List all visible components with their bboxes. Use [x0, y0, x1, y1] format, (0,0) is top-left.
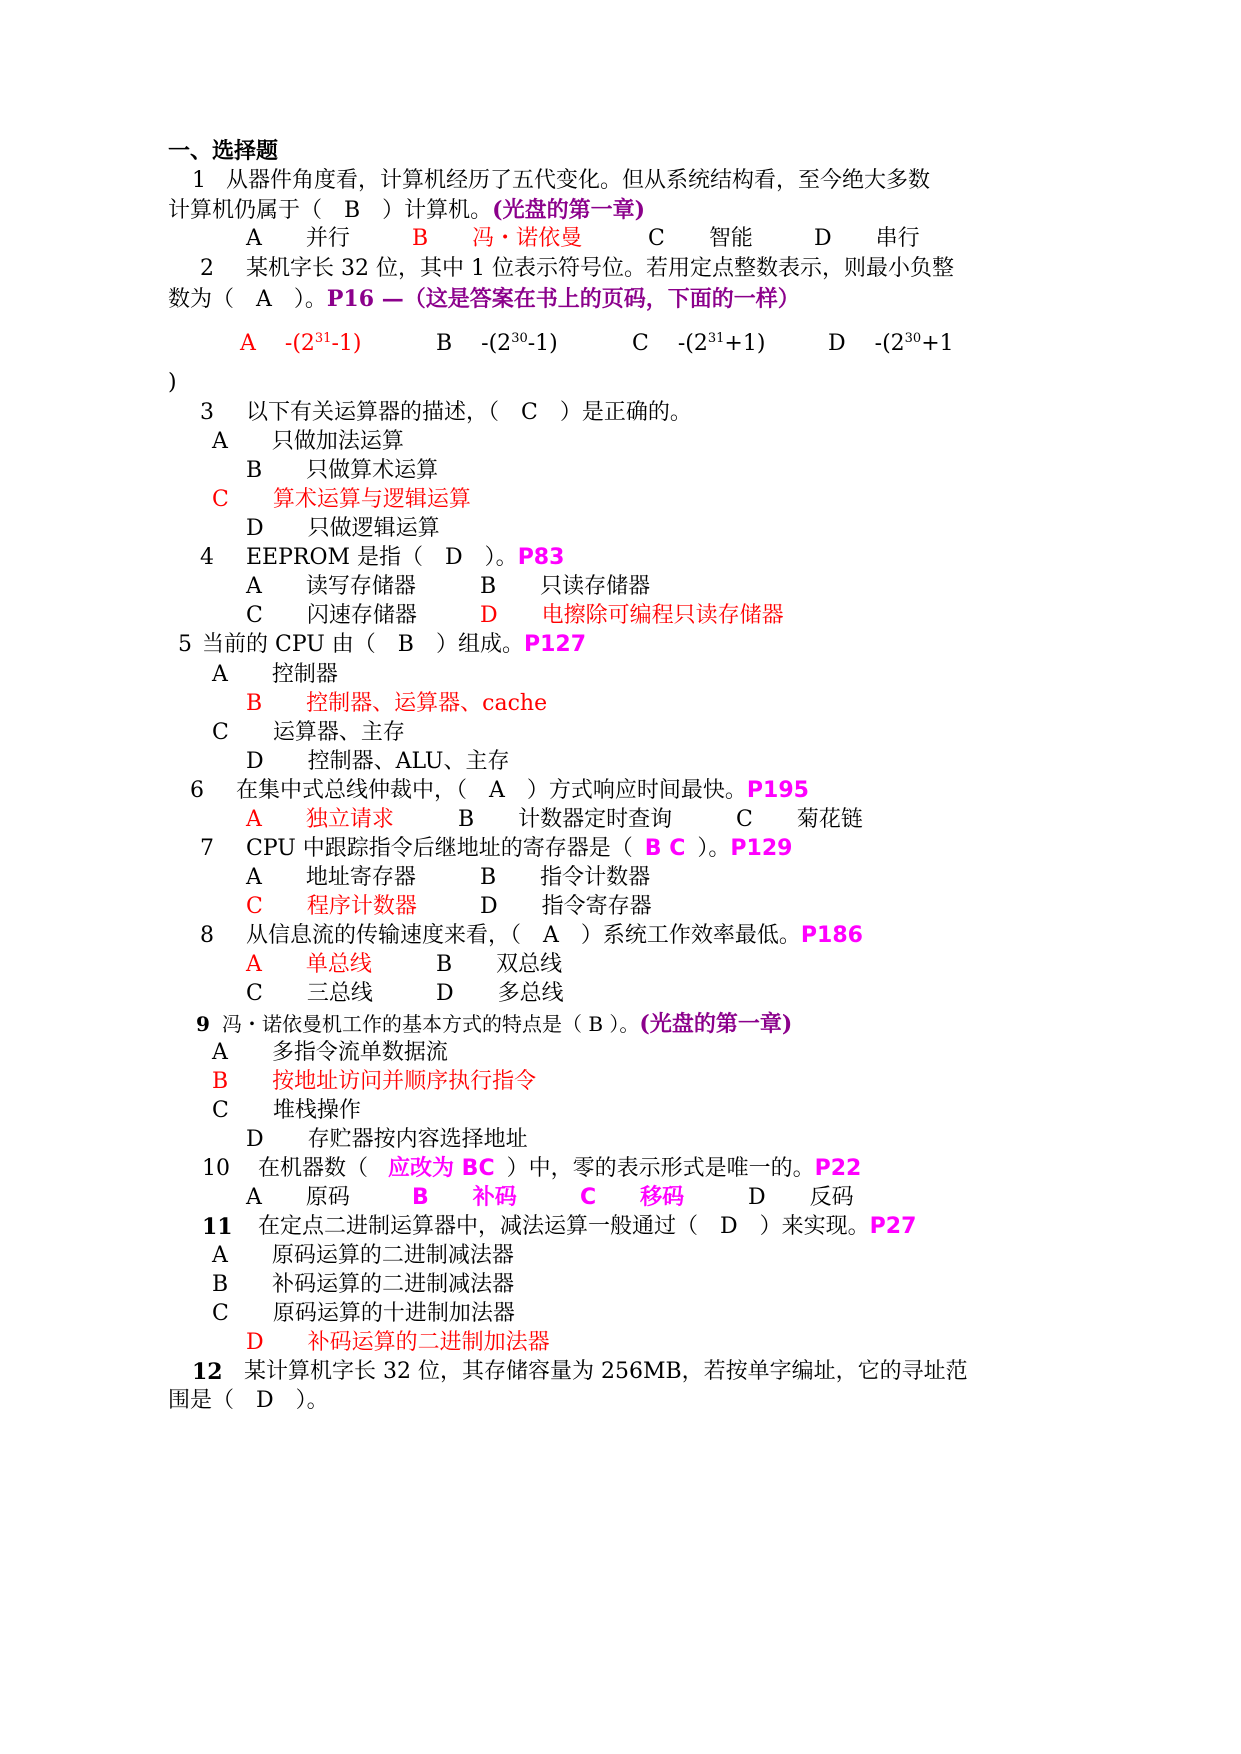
q11-option-d: D 补码运算的二进制加法器	[246, 1330, 550, 1355]
q10-option-b: B 补码	[412, 1185, 517, 1210]
q9-number: 9	[196, 1012, 210, 1036]
q4-option-d: D 电擦除可编程只读存储器	[480, 603, 784, 628]
q2-option-c-tail: +1)	[724, 331, 766, 356]
q7-number: 7	[200, 836, 214, 861]
q7-text-pre: CPU 中跟踪指令后继地址的寄存器是（	[246, 836, 633, 861]
q5-option-d: D 控制器、ALU、主存	[246, 749, 510, 774]
section-title: 一、选择题	[168, 138, 279, 164]
q10-line	[258, 1158, 861, 1180]
q2-option-b	[436, 333, 558, 355]
q2-stem: 数为（ A ）。	[168, 287, 327, 312]
q11-option-a: A 原码运算的二进制减法器	[212, 1243, 514, 1268]
q2-option-d-tail: +1	[921, 331, 954, 356]
q8-option-a: A 单总线	[246, 952, 372, 977]
q2-option-d-base: D -(2	[828, 331, 905, 356]
q2-option-b-exp: 30	[511, 331, 528, 346]
q10-answer-note: 应改为 BC	[388, 1156, 495, 1181]
q10-text-post: ）中，零的表示形式是唯一的。	[506, 1156, 815, 1181]
q2-option-a-tail: -1)	[331, 331, 362, 356]
q8-option-b: B 双总线	[436, 952, 563, 977]
q1-option-b: B 冯・诺依曼	[412, 226, 583, 251]
q1-option-c: C 智能	[648, 226, 753, 251]
q10-text-pre: 在机器数（	[258, 1156, 369, 1181]
q9-text: 冯・诺依曼机工作的基本方式的特点是（ B ）。	[222, 1012, 640, 1036]
q4-option-a: A 读写存储器	[246, 574, 416, 599]
q12-number: 12	[192, 1359, 223, 1385]
q9-line	[222, 1013, 792, 1035]
q6-page-ref: P195	[746, 778, 809, 803]
q7-answer: B C	[644, 836, 686, 861]
q9-note: (光盘的第一章)	[639, 1011, 793, 1037]
q3-option-d: D 只做逻辑运算	[246, 516, 440, 541]
q12-text-line2: 围是（ D ）。	[168, 1388, 329, 1413]
q6-line	[236, 780, 809, 802]
q10-option-d: D 反码	[748, 1185, 854, 1210]
q11-text: 在定点二进制运算器中，减法运算一般通过（ D ）来实现。	[258, 1214, 870, 1239]
q2-text-line1: 某机字长 32 位，其中 1 位表示符号位。若用定点整数表示，则最小负整	[246, 256, 954, 281]
q7-option-c: C 程序计数器	[246, 894, 417, 919]
q2-option-c	[632, 333, 765, 355]
q6-option-b: B 计数器定时查询	[458, 807, 673, 832]
q3-number: 3	[200, 400, 214, 425]
q8-number: 8	[200, 923, 214, 948]
q2-wrap-paren: )	[168, 370, 177, 395]
q3-text: 以下有关运算器的描述，（ C ）是正确的。	[246, 400, 692, 425]
q9-option-a: A 多指令流单数据流	[212, 1040, 448, 1065]
q2-text-line2	[168, 288, 800, 311]
q7-page-ref: P129	[730, 836, 793, 861]
q1-option-a: A 并行	[246, 226, 350, 251]
q1-number: 1	[192, 168, 206, 193]
q2-option-a-exp: 31	[314, 331, 332, 346]
q8-option-c: C 三总线	[246, 981, 373, 1006]
q5-number: 5	[178, 632, 192, 657]
q7-option-d: D 指令寄存器	[480, 894, 652, 919]
q8-line	[246, 925, 863, 947]
q2-option-d	[828, 333, 954, 355]
q4-line	[246, 547, 564, 569]
q11-option-c: C 原码运算的十进制加法器	[212, 1301, 515, 1326]
q9-option-d: D 存贮器按内容选择地址	[246, 1127, 528, 1152]
q10-option-c: C 移码	[580, 1185, 685, 1210]
q6-option-a: A 独立请求	[246, 807, 394, 832]
q2-option-b-tail: -1)	[527, 331, 558, 356]
q7-text-post: ）。	[697, 836, 731, 861]
q2-note: P16 —（这是答案在书上的页码，下面的一样）	[326, 286, 800, 312]
q8-text: 从信息流的传输速度来看，（ A ）系统工作效率最低。	[246, 923, 801, 948]
q9-option-c: C 堆栈操作	[212, 1098, 361, 1123]
q7-line	[246, 838, 792, 860]
q1-text-line1: 从器件角度看，计算机经历了五代变化。但从系统结构看，至今绝大多数	[226, 168, 931, 193]
q5-option-c: C 运算器、主存	[212, 720, 405, 745]
q3-option-b: B 只做算术运算	[246, 458, 439, 483]
q5-line	[202, 634, 586, 656]
q4-option-c: C 闪速存储器	[246, 603, 417, 628]
q8-option-d: D 多总线	[436, 981, 564, 1006]
q7-option-b: B 指令计数器	[480, 865, 651, 890]
q1-text-line2	[168, 199, 645, 222]
q11-page-ref: P27	[869, 1214, 917, 1239]
q2-option-c-exp: 31	[707, 331, 725, 346]
q11-option-b: B 补码运算的二进制减法器	[212, 1272, 515, 1297]
q3-option-c: C 算术运算与逻辑运算	[212, 487, 471, 512]
q8-page-ref: P186	[800, 923, 863, 948]
q11-line	[258, 1216, 916, 1238]
q2-option-b-base: B -(2	[436, 331, 512, 356]
q2-option-d-exp: 30	[904, 331, 922, 346]
q7-option-a: A 地址寄存器	[246, 865, 416, 890]
q1-option-d: D 串行	[814, 226, 920, 251]
q5-text: 当前的 CPU 由（ B ）组成。	[202, 632, 524, 657]
q2-option-a	[240, 333, 361, 355]
q12-text-line1: 某计算机字长 32 位，其存储容量为 256MB，若按单字编址，它的寻址范	[244, 1359, 968, 1384]
q6-text: 在集中式总线仲裁中，（ A ）方式响应时间最快。	[236, 778, 747, 803]
q4-page-ref: P83	[517, 545, 565, 570]
q5-page-ref: P127	[523, 632, 586, 657]
q4-option-b: B 只读存储器	[480, 574, 651, 599]
q9-option-b: B 按地址访问并顺序执行指令	[212, 1069, 537, 1094]
q11-number: 11	[202, 1214, 233, 1240]
q2-option-a-base: A -(2	[240, 331, 315, 356]
q6-option-c: C 菊花链	[736, 807, 863, 832]
q5-option-a: A 控制器	[212, 662, 338, 687]
q5-option-b: B 控制器、运算器、cache	[246, 691, 548, 716]
q2-option-c-base: C -(2	[632, 331, 708, 356]
q2-number: 2	[200, 256, 214, 281]
q3-option-a: A 只做加法运算	[212, 429, 404, 454]
q10-number: 10	[202, 1156, 230, 1181]
q10-option-a: A 原码	[246, 1185, 350, 1210]
q6-number: 6	[190, 778, 204, 803]
q1-note: (光盘的第一章)	[492, 197, 645, 223]
q4-number: 4	[200, 545, 214, 570]
q4-text: EEPROM 是指（ D ）。	[246, 545, 518, 570]
q1-stem: 计算机仍属于（ B ）计算机。	[168, 198, 493, 223]
q10-page-ref: P22	[814, 1156, 862, 1181]
